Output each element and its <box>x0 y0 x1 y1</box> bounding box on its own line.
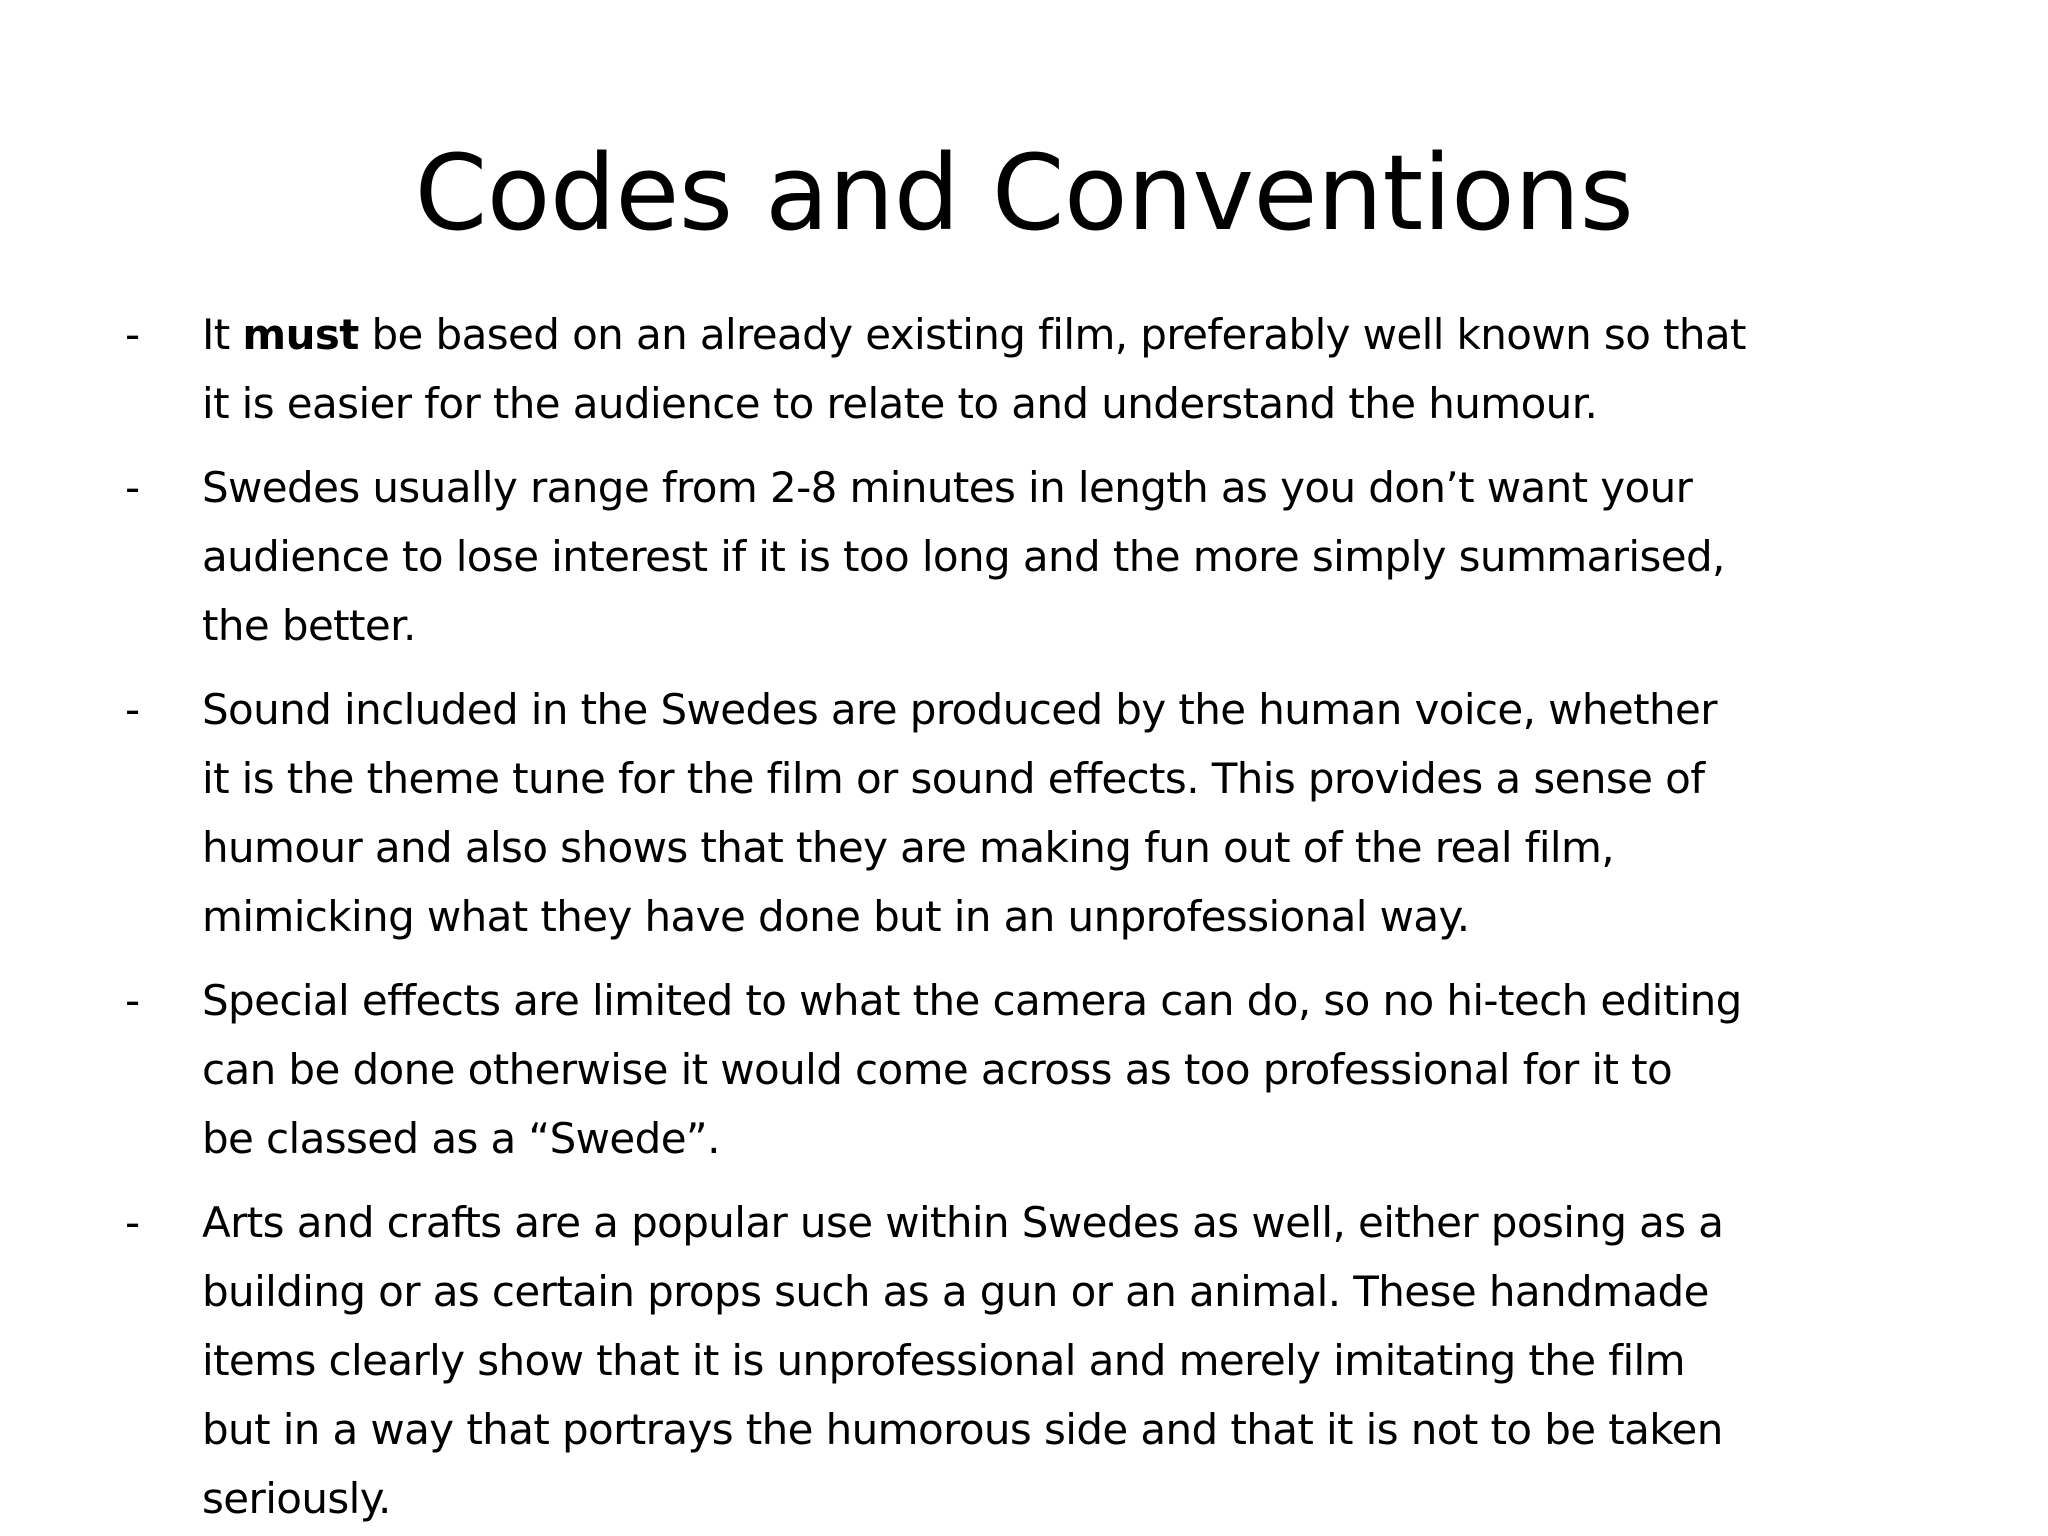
bullet-line: it is easier for the audience to relate to and understand the humour. <box>202 379 1598 428</box>
bullet-line: building or as certain props such as a gun or an animal. These handmade <box>202 1267 1709 1316</box>
bullet-line: Special effects are limited to what the camera can do, so no hi-tech editing <box>202 976 1742 1025</box>
bullet-line: the better. <box>202 601 416 650</box>
bullet-line: Arts and crafts are a popular use within Swedes as well, either posing as a <box>202 1198 1724 1247</box>
bullet-list <box>125 300 1975 1536</box>
bullet-line: Swedes usually range from 2-8 minutes in length as you don’t want your <box>202 463 1693 512</box>
bullet-dash: - <box>125 976 140 1025</box>
bullet-item-4 <box>125 966 1975 1173</box>
bullet-dash: - <box>125 463 140 512</box>
bullet-line: can be done otherwise it would come across as too professional for it to <box>202 1045 1673 1094</box>
bullet-line: mimicking what they have done but in an unprofessional way. <box>202 892 1470 941</box>
bullet-line: audience to lose interest if it is too long and the more simply summarised, <box>202 532 1725 581</box>
bullet-text-segment: It <box>202 310 243 359</box>
bullet-emphasis: must <box>242 310 359 359</box>
bullet-line: seriously. <box>202 1474 391 1523</box>
bullet-text-segment: be based on an already existing film, preferably well known so that <box>358 310 1746 359</box>
bullet-item-2 <box>125 453 1975 660</box>
bullet-line: be classed as a “Swede”. <box>202 1114 720 1163</box>
bullet-line: items clearly show that it is unprofessional and merely imitating the film <box>202 1336 1685 1385</box>
slide-title: Codes and Conventions <box>414 132 1634 254</box>
bullet-dash: - <box>125 1198 140 1247</box>
bullet-item-1 <box>125 300 1975 438</box>
bullet-dash: - <box>125 685 140 734</box>
bullet-dash: - <box>125 310 140 359</box>
bullet-line <box>202 300 1975 369</box>
bullet-line: Sound included in the Swedes are produced by the human voice, whether <box>202 685 1717 734</box>
bullet-line: it is the theme tune for the film or sound effects. This provides a sense of <box>202 754 1705 803</box>
bullet-line: but in a way that portrays the humorous side and that it is not to be taken <box>202 1405 1723 1454</box>
bullet-line: humour and also shows that they are making fun out of the real film, <box>202 823 1615 872</box>
bullet-item-5 <box>125 1188 1975 1533</box>
bullet-item-3 <box>125 675 1975 951</box>
